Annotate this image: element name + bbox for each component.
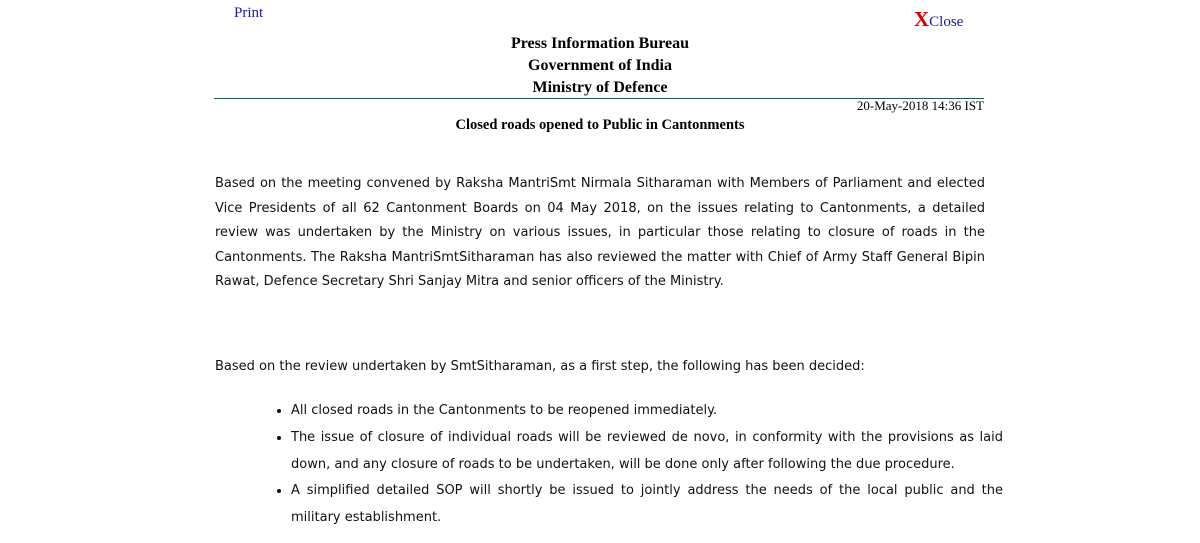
release-header (0, 33, 1200, 99)
close-x-icon[interactable]: X (914, 7, 930, 31)
release-headline: Closed roads opened to Public in Cantonments (455, 117, 745, 133)
header-government: Government of India (528, 57, 672, 74)
list-item: • A simplified detailed SOP will shortly be issued to jointly address the needs of the local public and the military establishment. (291, 478, 1003, 532)
decision-list (273, 398, 1003, 532)
header-ministry: Ministry of Defence (532, 79, 668, 96)
release-timestamp: 20-May-2018 14:36 IST (856, 98, 984, 113)
print-link[interactable]: Print (234, 5, 264, 21)
list-item: • All closed roads in the Cantonments to be reopened immediately. (291, 398, 1003, 425)
body-paragraph-2: Based on the review undertaken by SmtSitharaman, as a first step, the following has been decided: (215, 359, 865, 374)
header-org: Press Information Bureau (510, 35, 690, 52)
list-item: • The issue of closure of individual roads will be reviewed de novo, in conformity with the provisions as laid down, and any closure of roads to be undertaken, will be done only after following the due procedure. (291, 425, 1003, 479)
body-paragraph-1: Based on the meeting convened by Raksha MantriSmt Nirmala Sitharaman with Members of Parliament and elected Vice Presidents of all 62 Cantonment Boards on 04 May 2018, on the issues relating to Cantonments, a detailed review was undertaken by the Ministry on various issues, in particular those relating to closure of roads in the Cantonments. The Raksha MantriSmtSitharaman has also reviewed the matter with Chief of Army Staff General Bipin Rawat, Defence Secretary Shri Sanjay Mitra and senior officers of the Ministry. (215, 176, 985, 289)
close-label[interactable]: Close (929, 14, 964, 30)
close-button[interactable] (914, 7, 963, 32)
